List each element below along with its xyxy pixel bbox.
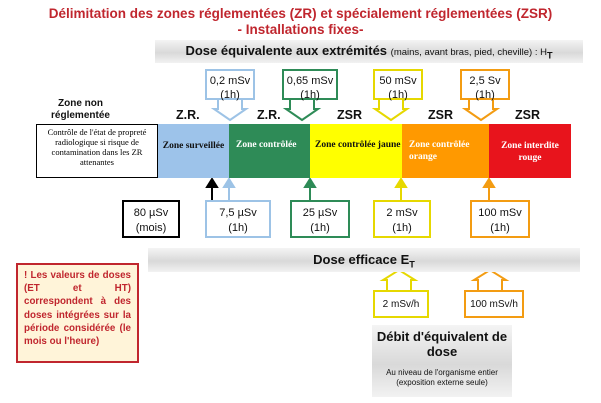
up-arrow-2 <box>305 179 315 200</box>
extremity-threshold-period: (1h) <box>388 89 408 101</box>
extremity-threshold-period: (1h) <box>300 89 320 101</box>
rate-up-arrow-2 <box>474 270 506 291</box>
effective-threshold-4 <box>470 200 530 238</box>
integrated-dose-note: ! Les valeurs de doses (ET et HT) correspondent à des doses intégrées sur la période considérée (le mois ou l'heure) <box>16 263 139 363</box>
effective-threshold-period: (1h) <box>392 222 412 234</box>
effective-threshold-period: (mois) <box>135 222 167 234</box>
effective-dose-band <box>148 248 580 272</box>
effective-threshold-value: 2 mSv <box>386 207 418 219</box>
up-arrow-4 <box>484 179 494 200</box>
zone-unregulated: Contrôle de l'état de propreté radiologique si risque de contamination dans les ZR attenantes <box>36 124 158 178</box>
effective-threshold-period: (1h) <box>490 222 510 234</box>
up-arrow-3 <box>396 179 406 200</box>
zone-surveillee: Zone surveillée <box>158 124 229 178</box>
effective-threshold-3 <box>373 200 431 238</box>
rate-threshold-1: 2 mSv/h <box>373 290 429 318</box>
extremity-threshold-period: (1h) <box>220 89 240 101</box>
zone-header-zsr-2: ZSR <box>428 108 453 122</box>
extremity-threshold-3 <box>373 69 423 100</box>
extremity-threshold-period: (1h) <box>475 89 495 101</box>
extremities-detail: (mains, avant bras, pied, cheville) : H <box>390 47 547 58</box>
non-regulated-label: Zone non réglementée <box>51 98 110 121</box>
title-line-1: Délimitation des zones réglementées (ZR) et spécialement réglementées (ZSR) <box>48 6 553 21</box>
effective-threshold-value: 80 µSv <box>133 207 169 219</box>
zone-interdite-rouge: Zone interdite rouge <box>489 124 571 178</box>
effective-threshold-value: 100 mSv <box>478 207 522 219</box>
dose-rate-subtext: Au niveau de l'organisme entier (exposition externe seule) <box>386 368 498 387</box>
zone-header-zr-1: Z.R. <box>176 108 200 122</box>
zone-header-zr-2: Z.R. <box>257 108 281 122</box>
effective-threshold-2 <box>290 200 350 238</box>
effective-dose-label: Dose efficace E <box>313 252 410 267</box>
extremity-threshold-1 <box>205 69 255 100</box>
extremity-threshold-4 <box>460 69 510 100</box>
extremities-label: Dose équivalente aux extrémités <box>185 43 388 58</box>
effective-dose-sub: T <box>409 259 415 270</box>
rate-up-arrow-1 <box>383 270 415 291</box>
up-arrow-1 <box>224 179 234 200</box>
zone-header-zsr-1: ZSR <box>337 108 362 122</box>
effective-threshold-period: (1h) <box>310 222 330 234</box>
extremity-threshold-value: 0,2 mSv <box>209 75 251 87</box>
effective-threshold-period: (1h) <box>228 222 248 234</box>
effective-threshold-1 <box>205 200 271 238</box>
dose-rate-heading: Débit d'équivalent de dose <box>376 329 508 359</box>
rate-threshold-2: 100 mSv/h <box>464 290 524 318</box>
effective-threshold-value: 7,5 µSv <box>219 207 257 219</box>
extremity-threshold-value: 0,65 mSv <box>286 75 334 87</box>
extremities-sub: T <box>546 50 553 61</box>
zone-header-zsr-3: ZSR <box>515 108 540 122</box>
effective-threshold-value: 25 µSv <box>302 207 338 219</box>
extremity-threshold-value: 2,5 Sv <box>469 75 501 87</box>
zone-controlee-jaune: Zone contrôlée jaune <box>310 124 402 178</box>
dose-rate-panel <box>372 325 512 397</box>
extremity-threshold-2 <box>282 69 338 100</box>
zone-controlee-orange: Zone contrôlée orange <box>402 124 489 178</box>
effective-threshold-0 <box>122 200 180 238</box>
zone-controlee: Zone contrôlée <box>229 124 310 178</box>
title-line-2: - Installations fixes- <box>237 22 364 37</box>
extremity-threshold-value: 50 mSv <box>379 75 417 87</box>
up-arrow-0 <box>207 179 217 200</box>
